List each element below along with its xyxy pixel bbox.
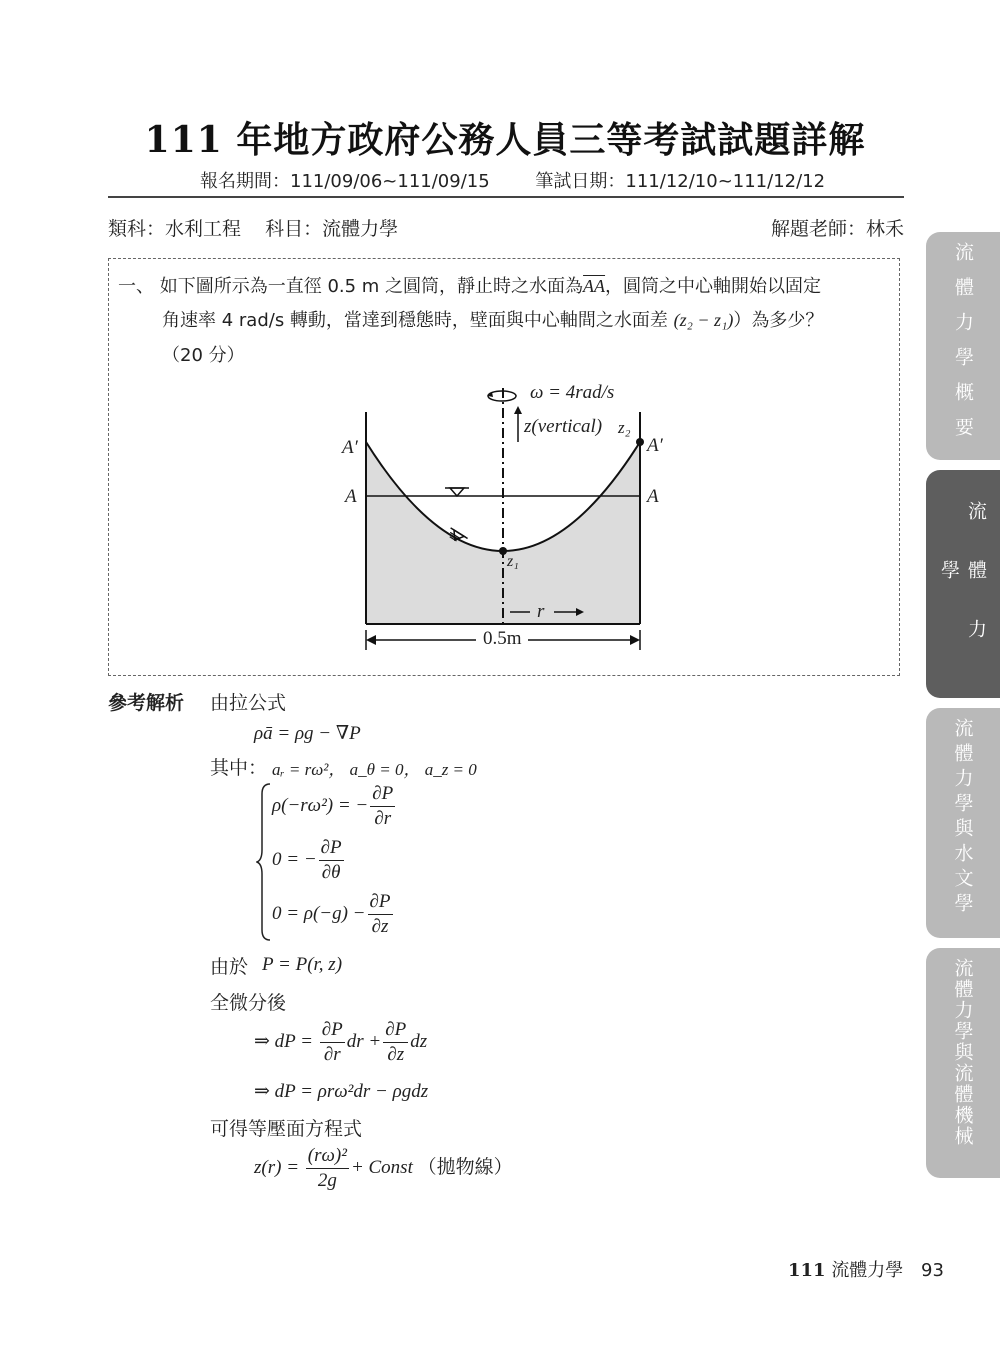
system-brace [256,782,272,942]
sys2-left: 0 = − [272,848,317,870]
page-footer [788,1256,944,1282]
sys1-num: ∂P [370,782,395,807]
sys3-num: ∂P [368,890,393,915]
z-axis-label: z(vertical) [524,416,603,437]
question-line-1 [118,272,821,298]
solution-intro: 由拉公式 [210,692,287,714]
z2-label: z₂ [618,418,631,437]
system-eq-theta [272,836,346,885]
d1-num1: ∂P [320,1018,345,1043]
final-den: 2g [317,1170,337,1191]
sys1-left: ρ(−rω²) = − [272,794,369,816]
question-text-2a: 角速率 4 rad/s 轉動，當達到穩態時，壁面與中心軸間之水面差 [162,310,668,331]
question-text-2b: ）為多少？ [733,310,824,331]
subject-label: 科目：流體力學 [265,218,399,240]
where-label: 其中： [210,757,268,779]
meta-left [108,214,416,241]
footer-year: 111 [788,1260,826,1281]
sys3-den: ∂z [371,916,389,937]
final-left: z(r) = [254,1156,300,1178]
question-text-1b: ，圓筒之中心軸開始以固定 [605,276,822,297]
question-points: （20 分） [162,345,245,366]
system-eq-z [272,890,395,939]
pressure-function: P = P(r, z) [262,954,343,975]
d1-den1: ∂r [323,1044,341,1065]
since-label: 由於 [210,956,249,978]
diameter-label: 0.5m [483,628,522,649]
a-prime-right-label: A′ [647,435,663,456]
question-line-2 [162,306,823,332]
rest-surface-symbol [445,488,469,496]
page-title: 111 年地方政府公務人員三等考試試題詳解 [144,119,866,161]
differential-eq-1 [254,1018,427,1067]
r-label: r [537,601,545,622]
footer-subject: 流體力學 [831,1260,904,1281]
euler-equation: ρā = ρg − ∇P [254,723,361,744]
isobar-equation [254,1144,513,1193]
total-differential-label: 全微分後 [210,992,287,1014]
isobar-label: 可得等壓面方程式 [210,1118,363,1140]
side-tab-label: 流體力學 [938,500,987,678]
d1-left: ⇒ dP = [254,1030,314,1052]
final-note: （拋物線） [417,1155,513,1178]
page-number: 93 [921,1260,944,1281]
point-z2 [636,438,644,446]
d1-end: dz [410,1030,428,1052]
rotating-cylinder-figure [330,378,660,660]
final-right: + Const [350,1156,413,1178]
final-num: (rω)² [306,1144,349,1169]
acceleration-components: aᵣ = rω²， a_θ = 0， a_z = 0 [272,760,477,779]
side-tab-fluid-mechanics[interactable] [926,470,1000,698]
omega-label: ω = 4rad/s [530,382,615,403]
sys2-den: ∂θ [321,862,341,883]
side-tab-label: 流體力學概要 [952,242,974,452]
solution-heading: 參考解析 [108,692,185,714]
header-divider [108,196,904,198]
a-prime-left-label: A′ [342,437,358,458]
d1-den2: ∂z [387,1044,405,1065]
side-tab-fluid-mechanics-outline[interactable] [926,232,1000,460]
question-expr: (z₂ − z₁) [673,310,734,330]
side-tab-label: 流體力學與水文學 [951,718,974,918]
exam-dates [200,167,865,193]
z1-label: z₁ [507,553,519,570]
side-tab-fluid-hydrology[interactable] [926,708,1000,938]
sys3-left: 0 = ρ(−g) − [272,902,366,924]
sys2-num: ∂P [319,836,344,861]
point-z1 [499,547,507,555]
side-tab-label: 流體力學與流體機械 [951,958,974,1147]
system-eq-r [272,782,397,831]
d1-mid: dr + [346,1030,382,1052]
teacher-label: 解題老師：林禾 [770,218,904,240]
a-left-label: A [345,486,357,507]
registration-period: 報名期間：111/09/06~111/09/15 [200,171,490,192]
category-label: 類科：水利工程 [108,218,242,240]
side-tab-fluid-machinery[interactable] [926,948,1000,1178]
d1-num2: ∂P [383,1018,408,1043]
sys1-den: ∂r [374,808,392,829]
question-text-1a: 一、 如下圖所示為一直徑 0.5 m 之圓筒，靜止時之水面為 [118,276,584,297]
differential-eq-2: ⇒ dP = ρrω²dr − ρgdz [254,1081,429,1102]
a-right-label: A [647,486,659,507]
exam-date: 筆試日期：111/12/10~111/12/12 [535,171,826,192]
surface-aa: $\overline{AA}$ [583,276,606,296]
